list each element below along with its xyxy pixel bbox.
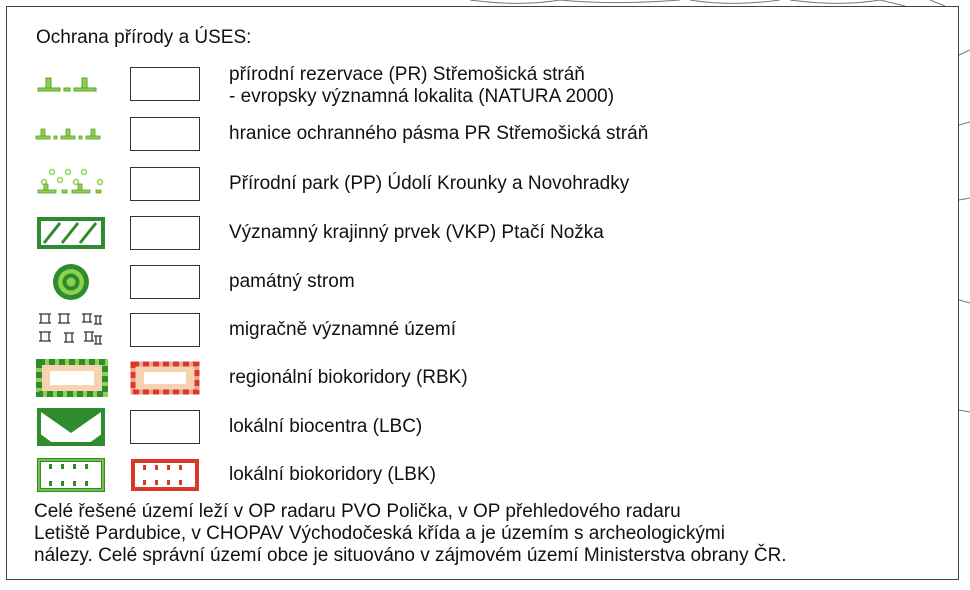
legend-row-migration-area (0, 310, 940, 350)
buffer-zone-label: hranice ochranného pásma PR Střemošická stráň (229, 123, 649, 144)
landscape-element-symbol (30, 213, 110, 253)
memorial-tree-icon (30, 262, 110, 302)
legend-note-line2: Letiště Pardubice, v CHOPAV Východočeská křída a je územím s archeologickými (34, 523, 725, 544)
legend-row-local-biocentre (0, 407, 940, 447)
landscape-element-empty-box (130, 216, 200, 250)
regional-corridor-label: regionální biokoridory (RBK) (229, 367, 468, 388)
landscape-element-label: Významný krajinný prvek (VKP) Ptačí Nožka (229, 222, 604, 243)
legend-row-regional-corridor (0, 358, 940, 398)
nature-park-empty-box (130, 167, 200, 201)
memorial-tree-empty-box (130, 265, 200, 299)
buffer-zone-symbol (30, 114, 110, 154)
legend-note-line3: nálezy. Celé správní území obce je situováno v zájmovém území Ministerstva obrany ČR. (34, 545, 787, 566)
migration-area-empty-box (130, 313, 200, 347)
legend-title: Ochrana přírody a ÚSES: (36, 27, 252, 48)
local-biocentre-empty-box (130, 410, 200, 444)
legend-row-nature-reserve (0, 64, 940, 107)
migration-area-label: migračně významné území (229, 319, 457, 340)
legend-row-memorial-tree (0, 262, 940, 302)
nature-reserve-empty-box (130, 67, 200, 101)
local-biocentre-symbol (30, 407, 110, 447)
local-corridor-green-symbol (30, 455, 110, 495)
legend-row-nature-park (0, 164, 940, 204)
nature-park-symbol (30, 164, 110, 204)
legend-row-landscape-element (0, 213, 940, 253)
local-corridor-label: lokální biokoridory (LBK) (229, 464, 436, 485)
buffer-zone-empty-box (130, 117, 200, 151)
legend-note (34, 501, 787, 567)
nature-reserve-symbol (30, 64, 110, 104)
legend-row-local-corridor (0, 455, 940, 495)
legend-note-line1: Celé řešené území leží v OP radaru PVO Polička, v OP přehledového radaru (34, 501, 681, 522)
local-corridor-red-symbol (130, 458, 200, 492)
memorial-tree-label: památný strom (229, 271, 355, 292)
regional-corridor-red-symbol (130, 361, 200, 395)
nature-reserve-label-line2: - evropsky významná lokalita (NATURA 2000) (229, 86, 615, 107)
local-biocentre-label: lokální biocentra (LBC) (229, 416, 423, 437)
migration-pattern-symbol (30, 310, 110, 350)
regional-corridor-green-symbol (30, 358, 110, 398)
nature-park-label: Přírodní park (PP) Údolí Krounky a Novohradky (229, 173, 630, 194)
legend-row-buffer-zone (0, 114, 940, 154)
nature-reserve-label-line1: přírodní rezervace (PR) Střemošická stráň (229, 64, 585, 85)
